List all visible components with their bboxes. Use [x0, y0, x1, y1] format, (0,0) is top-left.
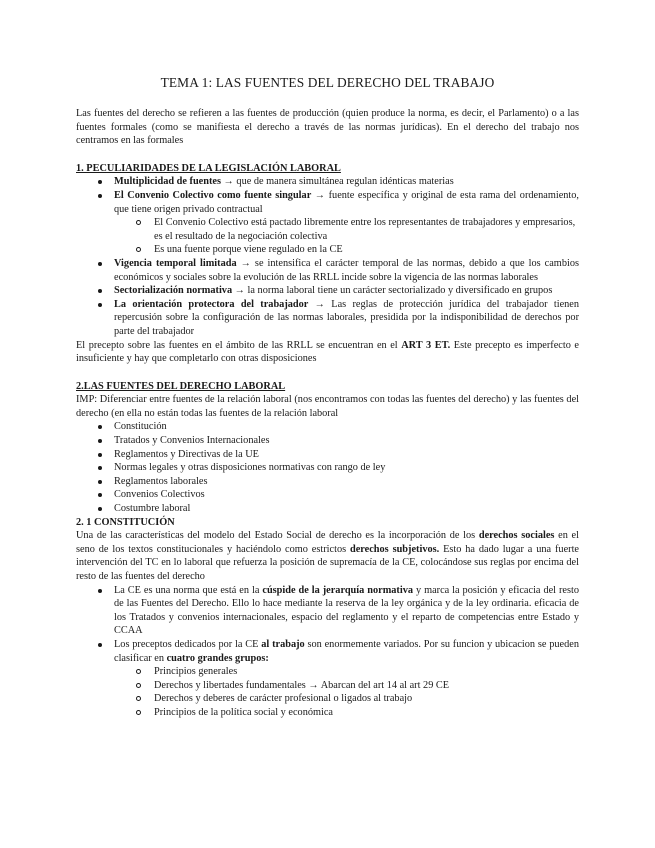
- sub-list-item: Derechos y libertades fundamentales → Abarcan del art 14 al art 29 CE: [76, 679, 579, 693]
- constitution-list: [76, 584, 579, 720]
- list-item: Los preceptos dedicados por la CE al trabajo son enormemente variados. Por su funcion y ubicacion se pueden clasificar en cuatro grandes grupos:: [76, 638, 579, 665]
- sub-list-item: Principios de la política social y económica: [76, 706, 579, 720]
- sub-list-item: El Convenio Colectivo está pactado libremente entre los representantes de trabajadores y empresarios, es el resultado de la negociación colectiva: [76, 216, 579, 243]
- intro-paragraph: Las fuentes del derecho se refieren a las fuentes de producción (quien produce la norma, es decir, el Parlamento) o a las fuentes formales (como se manifiesta el derecho a través de las normas jurídicas). En el derecho del trabajo nos centramos en las formales: [76, 108, 579, 147]
- list-item: Reglamentos y Directivas de la UE: [76, 448, 579, 462]
- section-2-1-paragraph: Una de las características del modelo del Estado Social de derecho es la incorporación de los derechos sociales en el seno de los textos constitucionales y haciéndolo como estrictos derechos subjetivos. Esto ha dado lugar a una fuerte intervención del TC en lo laboral que refuerza la posición de supremacía de la CE, colocándose sus reglas por encima del resto de las fuentes del derecho: [76, 530, 580, 582]
- sub-list-item: Derechos y deberes de carácter profesional o ligados al trabajo: [76, 692, 579, 706]
- list-item: Constitución: [76, 420, 579, 434]
- section-1-list: [76, 175, 579, 338]
- list-item: Normas legales y otras disposiciones normativas con rango de ley: [76, 461, 579, 475]
- page-title: TEMA 1: LAS FUENTES DEL DERECHO DEL TRABAJO: [160, 75, 495, 90]
- section-2-heading: 2.LAS FUENTES DEL DERECHO LABORAL: [76, 380, 286, 392]
- list-item: Costumbre laboral: [76, 502, 579, 516]
- sub-list-item: Principios generales: [76, 665, 579, 679]
- section-1-closing: El precepto sobre las fuentes en el ámbito de las RRLL se encuentran en el ART 3 ET. Este precepto es imperfecto e insuficiente y hay que completarlo con otras disposiciones: [76, 339, 579, 365]
- list-item: El Convenio Colectivo como fuente singular → fuente específica y original de esta rama del ordenamiento, que tiene origen privado contractual: [76, 189, 579, 216]
- list-item: La CE es una norma que está en la cúspide de la jerarquía normativa y marca la posición y eficacia del resto de las Fuentes del Derecho. Ello lo hace mediante la reserva de la ley orgánica y de la ley ordinaria. eficacia de los Tratados y convenios internacionales, espacio del reglamento y el reparto de competencias entre Estado y CCAA: [76, 584, 579, 638]
- section-2-imp: IMP: Diferenciar entre fuentes de la relación laboral (nos encontramos con todas las fuentes del derecho) y las fuentes del derecho (en ella no están todas las fuentes de la relación laboral: [76, 394, 579, 419]
- list-item: Sectorialización normativa → la norma laboral tiene un carácter sectorializado y diversificado en grupos: [76, 284, 579, 298]
- list-item: Vigencia temporal limitada → se intensifica el carácter temporal de las normas, debido a que los cambios económicos y sociales sobre la evolución de las RRLL incide sobre la vigencia de las normas laborales: [76, 257, 579, 284]
- sub-list-item: Es una fuente porque viene regulado en la CE: [76, 243, 579, 257]
- section-2-1-heading: 2. 1 CONSTITUCIÓN: [76, 516, 175, 528]
- list-item: Multiplicidad de fuentes → que de manera simultánea regulan idénticas materias: [76, 175, 579, 189]
- sources-list: [76, 420, 579, 515]
- list-item: Reglamentos laborales: [76, 475, 579, 489]
- section-1-heading: 1. PECULIARIDADES DE LA LEGISLACIÓN LABORAL: [76, 162, 341, 174]
- document-content: [76, 74, 579, 720]
- list-item: La orientación protectora del trabajador → Las reglas de protección jurídica del trabajador tienen repercusión sobre la configuración de las normas laborales, presidida por la indisponibilidad de derechos por parte del trabajador: [76, 298, 579, 339]
- list-item: Convenios Colectivos: [76, 488, 579, 502]
- list-item: Tratados y Convenios Internacionales: [76, 434, 579, 448]
